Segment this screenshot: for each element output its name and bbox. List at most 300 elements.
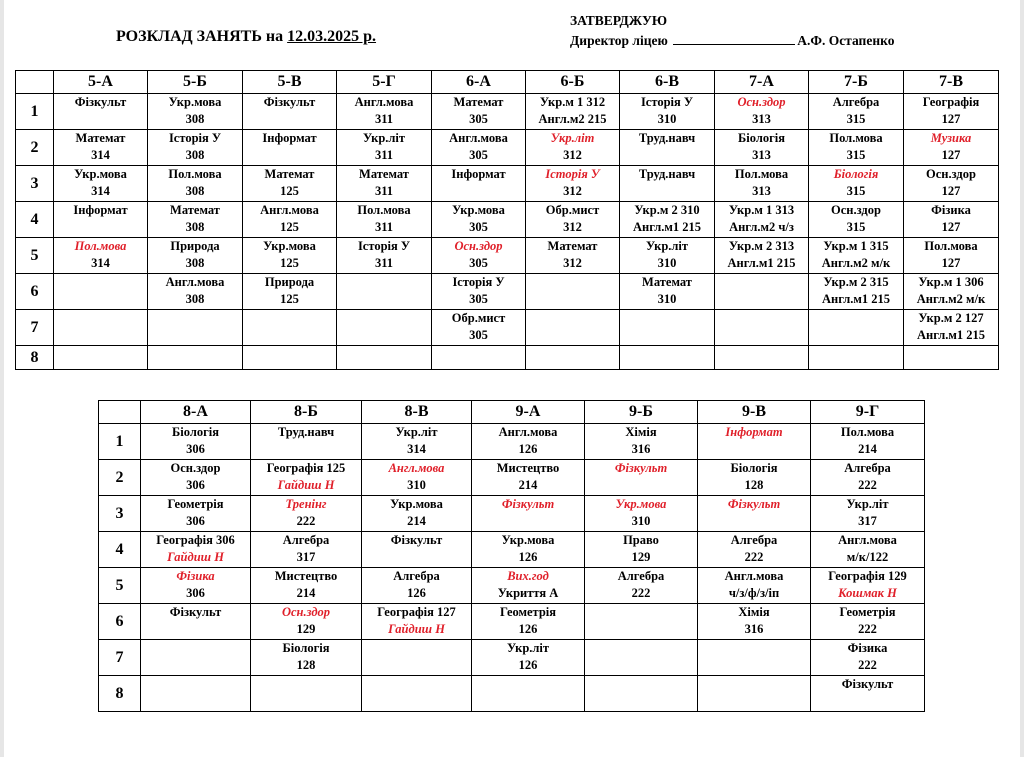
lesson-cell	[811, 568, 925, 604]
room-text: 222	[631, 586, 651, 600]
lesson-cell	[362, 424, 472, 460]
room-text: 126	[518, 442, 538, 456]
lesson-cell	[715, 166, 809, 202]
lesson-number: 2	[16, 130, 54, 166]
room-text: 310	[657, 292, 677, 306]
lesson-cell	[904, 130, 999, 166]
subject-text: Математ	[359, 167, 409, 181]
lesson-cell	[698, 496, 811, 532]
room-text: 126	[518, 622, 538, 636]
subject-text: Географія	[922, 95, 980, 109]
subject-text: Труд.навч	[638, 167, 696, 181]
lesson-cell	[526, 94, 620, 130]
lesson-row	[16, 130, 999, 166]
lesson-cell	[337, 310, 432, 346]
subject-text: Геометрія	[167, 497, 224, 511]
lesson-cell	[620, 130, 715, 166]
lesson-cell	[585, 460, 698, 496]
subject-text: Алгебра	[282, 533, 330, 547]
room-text: 316	[744, 622, 764, 636]
lesson-cell	[141, 496, 251, 532]
lesson-cell	[585, 640, 698, 676]
subject-text: Математ	[453, 95, 504, 109]
lesson-cell	[141, 568, 251, 604]
room-text: 128	[744, 478, 764, 492]
lesson-row	[99, 460, 925, 496]
lesson-cell	[585, 604, 698, 640]
class-header: 8-А	[141, 401, 251, 424]
subject-text: Історія У	[640, 95, 694, 109]
lesson-cell	[904, 94, 999, 130]
subject-text: Математ	[264, 167, 315, 181]
room-text: Англ.м1 215	[916, 328, 986, 342]
room-text: Англ.м1 215	[821, 292, 891, 306]
subject-text: Математ	[170, 203, 220, 217]
lesson-cell	[362, 460, 472, 496]
lesson-cell	[54, 130, 148, 166]
subject-text: Укр.літ	[645, 239, 689, 253]
lesson-cell	[585, 532, 698, 568]
lesson-cell	[148, 310, 243, 346]
lesson-cell	[148, 238, 243, 274]
lesson-row	[16, 94, 999, 130]
right-edge	[1020, 0, 1024, 757]
lesson-row	[99, 676, 925, 712]
room-text: 312	[563, 148, 582, 162]
lesson-cell	[337, 238, 432, 274]
subject-text: Географія 127	[377, 605, 456, 619]
room-text: Англ.м1 215	[727, 256, 796, 270]
subject-text: Укр.м 2 313	[728, 239, 795, 253]
room-text: 305	[469, 256, 488, 270]
lesson-cell	[243, 202, 337, 238]
lesson-cell	[141, 532, 251, 568]
lesson-cell	[472, 424, 585, 460]
subject-text: Пол.мова	[357, 203, 411, 217]
lesson-cell	[698, 424, 811, 460]
subject-text: Мистецтво	[274, 569, 338, 583]
lesson-cell	[620, 346, 715, 370]
subject-text: Фізика	[847, 641, 888, 655]
class-header: 5-В	[243, 71, 337, 94]
subject-text: Біологія	[172, 425, 219, 439]
room-text: 129	[631, 550, 651, 564]
subject-text: Історія У	[357, 239, 411, 253]
subject-text: Алгебра	[617, 569, 665, 583]
subject-text: Укр.літ	[550, 131, 595, 145]
room-text: 214	[296, 586, 316, 600]
room-text: 311	[374, 148, 394, 162]
subject-text: Тренінг	[285, 497, 327, 511]
subject-text: Осн.здор	[737, 95, 786, 109]
class-header: 6-В	[620, 71, 715, 94]
subject-text: Геометрія	[499, 605, 557, 619]
room-text: 308	[185, 292, 205, 306]
subject-text: Історія У	[452, 275, 505, 289]
subject-text: Фізика	[176, 569, 215, 583]
lesson-cell	[809, 346, 904, 370]
lesson-cell	[337, 346, 432, 370]
room-text: 126	[518, 550, 538, 564]
subject-text: Англ.мова	[354, 95, 414, 109]
lesson-cell	[809, 94, 904, 130]
subject-text: Укр.мова	[74, 167, 127, 181]
subject-text: Укр.м 2 310	[634, 203, 700, 217]
lesson-cell	[472, 604, 585, 640]
subject-text: Укр.мова	[452, 203, 505, 217]
lesson-cell	[698, 532, 811, 568]
subject-text: Біологія	[833, 167, 879, 181]
lesson-cell	[526, 130, 620, 166]
subject-text: Пол.мова	[74, 239, 127, 253]
lesson-cell	[472, 496, 585, 532]
room-text: 127	[941, 184, 961, 198]
class-header: 5-Б	[148, 71, 243, 94]
lesson-cell	[141, 424, 251, 460]
room-text: 308	[185, 256, 205, 270]
room-text: 315	[846, 184, 866, 198]
room-text: 222	[744, 550, 764, 564]
lesson-cell	[472, 460, 585, 496]
subject-text: Англ.мова	[388, 461, 445, 475]
room-text: 125	[280, 256, 299, 270]
room-text: 127	[941, 112, 961, 126]
lesson-number: 1	[16, 94, 54, 130]
room-text: 222	[296, 514, 316, 528]
subject-text: Укр.літ	[395, 425, 438, 439]
class-header: 9-Б	[585, 401, 698, 424]
approval-block	[570, 11, 894, 51]
subject-text: Біологія	[730, 461, 778, 475]
lesson-cell	[811, 496, 925, 532]
room-text: 308	[185, 184, 205, 198]
lesson-cell	[432, 130, 526, 166]
lesson-cell	[585, 496, 698, 532]
subject-text: Алгебра	[844, 461, 891, 475]
lesson-number: 8	[99, 676, 141, 712]
lesson-cell	[54, 166, 148, 202]
room-text: 312	[563, 220, 582, 234]
subject-text: Англ.мова	[724, 569, 784, 583]
lesson-cell	[54, 202, 148, 238]
lesson-number: 8	[16, 346, 54, 370]
lesson-cell	[148, 202, 243, 238]
lesson-cell	[141, 640, 251, 676]
lesson-cell	[715, 346, 809, 370]
lesson-number: 3	[16, 166, 54, 202]
lesson-cell	[54, 94, 148, 130]
room-text: 306	[186, 478, 205, 492]
lesson-row	[16, 202, 999, 238]
lesson-cell	[251, 496, 362, 532]
subject-text: Фізика	[931, 203, 971, 217]
lesson-cell	[809, 130, 904, 166]
lesson-cell	[362, 568, 472, 604]
subject-text: Право	[623, 533, 659, 547]
subject-text: Пол.мова	[924, 239, 978, 253]
subject-text: Історія У	[545, 167, 600, 181]
lesson-cell	[620, 238, 715, 274]
subject-text: Фізкульт	[614, 461, 668, 475]
title-prefix: РОЗКЛАД ЗАНЯТЬ на	[116, 28, 288, 45]
lesson-cell	[337, 94, 432, 130]
subject-text: Інформат	[725, 425, 783, 439]
subject-text: Пол.мова	[168, 167, 222, 181]
room-text: Укриття А	[497, 586, 559, 600]
corner-cell	[16, 71, 54, 94]
lesson-cell	[526, 166, 620, 202]
lesson-cell	[698, 640, 811, 676]
subject-text: Обр.мист	[545, 203, 600, 217]
subject-text: Фізкульт	[263, 95, 316, 109]
lesson-cell	[620, 274, 715, 310]
lesson-cell	[526, 346, 620, 370]
lesson-cell	[251, 532, 362, 568]
subject-text: Укр.літ	[506, 641, 550, 655]
lesson-cell	[243, 310, 337, 346]
room-text: 308	[185, 112, 205, 126]
lesson-cell	[715, 274, 809, 310]
subject-text: Укр.літ	[846, 497, 889, 511]
lesson-cell	[148, 130, 243, 166]
lesson-row	[99, 424, 925, 460]
subject-text: Укр.м 2 315	[823, 275, 889, 289]
lesson-cell	[432, 310, 526, 346]
subject-text: Природа	[264, 275, 315, 289]
lesson-cell	[362, 532, 472, 568]
room-text: 305	[469, 148, 488, 162]
subject-text: Фізкульт	[74, 95, 127, 109]
subject-text: Укр.мова	[168, 95, 222, 109]
lesson-cell	[243, 130, 337, 166]
subject-text: Географія 125	[266, 461, 346, 475]
room-text: 310	[657, 256, 677, 270]
lesson-cell	[251, 676, 362, 712]
lesson-cell	[432, 346, 526, 370]
room-text: 214	[858, 442, 877, 456]
lesson-cell	[698, 604, 811, 640]
lesson-cell	[904, 238, 999, 274]
room-text: 310	[407, 478, 426, 492]
approve-word: ЗАТВЕРДЖУЮ	[570, 13, 668, 28]
lesson-cell	[54, 238, 148, 274]
room-text: 310	[657, 112, 677, 126]
subject-text: Укр.м 2 127	[918, 311, 984, 325]
lesson-cell	[362, 496, 472, 532]
lesson-cell	[337, 130, 432, 166]
lesson-cell	[148, 274, 243, 310]
subject-text: Англ.мова	[838, 533, 897, 547]
lesson-number: 4	[16, 202, 54, 238]
room-text: 214	[407, 514, 426, 528]
room-text: 305	[469, 112, 488, 126]
class-header: 9-А	[472, 401, 585, 424]
subject-text: Осн.здор	[926, 167, 976, 181]
lesson-cell	[585, 424, 698, 460]
lesson-cell	[362, 604, 472, 640]
room-text: Англ.м1 215	[632, 220, 702, 234]
room-text: 312	[563, 256, 582, 270]
subject-text: Географія 306	[156, 533, 235, 547]
lesson-cell	[337, 274, 432, 310]
subject-text: Укр.літ	[362, 131, 406, 145]
table-header-row	[99, 401, 925, 424]
subject-text: Укр.мова	[615, 497, 667, 511]
subject-text: Обр.мист	[451, 311, 506, 325]
lesson-cell	[809, 166, 904, 202]
lesson-cell	[526, 202, 620, 238]
lesson-cell	[243, 238, 337, 274]
subject-text: Пол.мова	[829, 131, 883, 145]
room-text: 313	[752, 148, 771, 162]
lesson-cell	[809, 310, 904, 346]
subject-text: Пол.мова	[734, 167, 789, 181]
lesson-cell	[809, 202, 904, 238]
title-date: 12.03.2025 р.	[287, 28, 377, 45]
subject-text: Геометрія	[839, 605, 896, 619]
lesson-cell	[54, 346, 148, 370]
lesson-cell	[811, 532, 925, 568]
lesson-cell	[472, 568, 585, 604]
subject-text: Англ.мова	[449, 131, 508, 145]
room-text: 306	[186, 514, 205, 528]
lesson-number: 7	[16, 310, 54, 346]
room-text: 128	[296, 658, 316, 672]
lesson-cell	[362, 640, 472, 676]
lesson-cell	[251, 460, 362, 496]
room-text: Англ.м2 215	[538, 112, 607, 126]
subject-text: Біологія	[738, 131, 785, 145]
lesson-row	[99, 568, 925, 604]
subject-text: Мистецтво	[496, 461, 560, 475]
room-text: 125	[280, 184, 299, 198]
room-text: 214	[518, 478, 538, 492]
lesson-cell	[432, 94, 526, 130]
lesson-cell	[904, 202, 999, 238]
lesson-row	[16, 346, 999, 370]
room-text: 306	[186, 586, 205, 600]
room-text: 315	[846, 112, 866, 126]
lesson-number: 1	[99, 424, 141, 460]
subject-text: Укр.мова	[501, 533, 555, 547]
lesson-cell	[472, 676, 585, 712]
left-edge	[0, 0, 4, 757]
class-header: 9-В	[698, 401, 811, 424]
lesson-cell	[526, 238, 620, 274]
subject-text: Географія 129	[828, 569, 907, 583]
approve-name: А.Ф. Остапенко	[797, 33, 895, 48]
class-header: 7-Б	[809, 71, 904, 94]
lesson-cell	[904, 346, 999, 370]
room-text: 305	[469, 220, 488, 234]
lesson-cell	[472, 532, 585, 568]
room-text: 308	[185, 220, 205, 234]
lesson-cell	[243, 274, 337, 310]
lesson-cell	[811, 460, 925, 496]
class-header: 5-А	[54, 71, 148, 94]
lesson-cell	[811, 676, 925, 712]
lesson-row	[99, 640, 925, 676]
subject-text: Музика	[930, 131, 972, 145]
room-text: Англ.м2 ч/з	[729, 220, 794, 234]
lesson-cell	[148, 346, 243, 370]
room-text: 306	[186, 442, 205, 456]
room-text: м/к/122	[846, 550, 889, 564]
lesson-cell	[715, 130, 809, 166]
room-text: 127	[941, 256, 961, 270]
class-header: 7-В	[904, 71, 999, 94]
room-text: Англ.м2 м/к	[821, 256, 891, 270]
lesson-cell	[620, 202, 715, 238]
lesson-number: 4	[99, 532, 141, 568]
subject-text: Природа	[170, 239, 220, 253]
lesson-number: 6	[16, 274, 54, 310]
room-text: ч/з/ф/з/іп	[728, 586, 780, 600]
lesson-cell	[715, 94, 809, 130]
room-text: 222	[858, 658, 877, 672]
lesson-cell	[251, 640, 362, 676]
lesson-cell	[337, 202, 432, 238]
subject-text: Пол.мова	[840, 425, 895, 439]
lesson-cell	[811, 424, 925, 460]
subject-text: Біологія	[282, 641, 330, 655]
subject-text: Труд.навч	[277, 425, 335, 439]
subject-text: Фізкульт	[390, 533, 443, 547]
lesson-cell	[432, 238, 526, 274]
room-text: 313	[752, 184, 771, 198]
subject-text: Математ	[547, 239, 598, 253]
lesson-cell	[141, 460, 251, 496]
room-text: 126	[407, 586, 426, 600]
room-text: Англ.м2 м/к	[916, 292, 986, 306]
subject-text: Труд.навч	[638, 131, 696, 145]
lesson-cell	[243, 166, 337, 202]
lesson-cell	[432, 166, 526, 202]
subject-text: Алгебра	[393, 569, 440, 583]
subject-text: Математ	[75, 131, 126, 145]
lesson-number: 5	[16, 238, 54, 274]
lesson-number: 2	[99, 460, 141, 496]
room-text: 312	[563, 184, 582, 198]
subject-text: Укр.м 1 306	[918, 275, 984, 289]
subject-text: Англ.мова	[165, 275, 225, 289]
lesson-number: 7	[99, 640, 141, 676]
subject-text: Історія У	[168, 131, 222, 145]
room-text: 308	[185, 148, 205, 162]
subject-text: Алгебра	[832, 95, 880, 109]
lesson-cell	[141, 604, 251, 640]
room-text: Гайдиш Н	[277, 478, 335, 492]
lesson-cell	[620, 166, 715, 202]
room-text: 129	[296, 622, 316, 636]
lesson-row	[99, 496, 925, 532]
lesson-row	[16, 238, 999, 274]
room-text: 311	[374, 256, 394, 270]
lesson-cell	[585, 676, 698, 712]
room-text: 305	[469, 328, 488, 342]
room-text: 317	[858, 514, 877, 528]
lesson-cell	[811, 604, 925, 640]
lesson-row	[16, 274, 999, 310]
class-header: 7-А	[715, 71, 809, 94]
subject-text: Вих.год	[507, 569, 549, 583]
room-text: 314	[407, 442, 426, 456]
subject-text: Осн.здор	[831, 203, 881, 217]
room-text: 317	[296, 550, 316, 564]
schedule-table-5-7	[15, 70, 999, 370]
lesson-cell	[432, 202, 526, 238]
lesson-cell	[526, 310, 620, 346]
